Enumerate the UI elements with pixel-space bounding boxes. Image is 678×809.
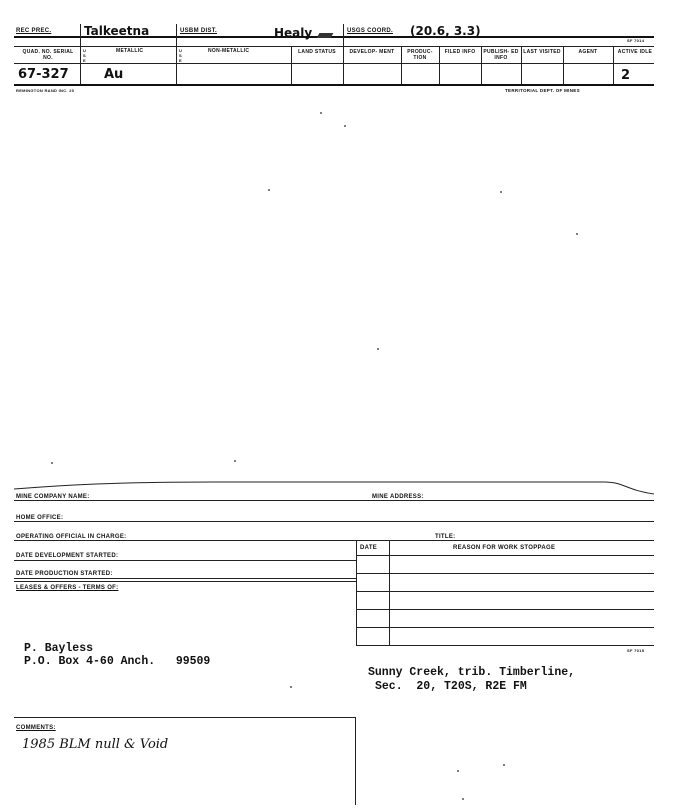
speck — [457, 770, 459, 772]
speck — [290, 686, 292, 688]
ink-smudge — [317, 33, 334, 38]
usgs-coord-label: USGS COORD. — [347, 28, 393, 34]
speck — [500, 191, 502, 193]
land-status-heading: LAND STATUS — [298, 49, 336, 55]
comments-value: 1985 BLM null & Void — [22, 737, 169, 752]
column-divider — [14, 63, 654, 64]
mine-address-label: MINE ADDRESS: — [372, 494, 424, 500]
date-development-label: DATE DEVELOPMENT STARTED: — [16, 553, 119, 559]
development-heading: DEVELOP- MENT — [349, 49, 395, 55]
filed-info-heading: FILED INFO — [444, 49, 476, 55]
mine-company-label: MINE COMPANY NAME: — [16, 494, 90, 500]
rec-prec-value: Talkeetna — [84, 24, 150, 38]
metallic-value: Au — [104, 67, 124, 82]
title-label: TITLE: — [435, 534, 456, 540]
date-production-label: DATE PRODUCTION STARTED: — [16, 571, 113, 577]
front-footer-left: REMINGTON RAND INC. 20 — [16, 88, 75, 93]
usbm-dist-value: Healy — [274, 26, 313, 40]
card-edge — [14, 476, 664, 500]
usgs-coord-value: (20.6, 3.3) — [410, 24, 481, 38]
metallic-heading: METALLIC — [116, 48, 144, 54]
speck — [234, 460, 236, 462]
speck — [344, 125, 346, 127]
date-column-heading: DATE — [360, 545, 378, 551]
location-line-1: Sunny Creek, trib. Timberline, — [368, 666, 576, 679]
form-number-back: SF 7015 — [627, 648, 645, 653]
speck — [268, 189, 270, 191]
speck — [503, 764, 505, 766]
leases-line-1: P. Bayless — [24, 642, 94, 655]
header-divider — [14, 46, 654, 47]
speck — [377, 348, 379, 350]
quad-serial-value: 67-327 — [18, 67, 69, 82]
location-line-2: Sec. 20, T20S, R2E FM — [375, 680, 527, 693]
non-metallic-heading: NON-METALLIC — [208, 48, 250, 54]
leases-offers-label: LEASES & OFFERS - TERMS OF: — [16, 585, 119, 591]
rec-prec-label: REC PREC. — [16, 28, 52, 34]
reason-column-heading: REASON FOR WORK STOPPAGE — [453, 545, 556, 551]
published-info-heading: PUBLISH- ED INFO — [483, 49, 519, 61]
speck — [462, 798, 464, 800]
last-visited-heading: LAST VISITED — [523, 49, 561, 55]
active-idle-value: 2 — [621, 68, 631, 83]
speck — [576, 233, 578, 235]
agent-heading: AGENT — [578, 49, 598, 55]
speck — [51, 462, 53, 464]
operating-official-label: OPERATING OFFICIAL IN CHARGE: — [16, 534, 127, 540]
usbm-dist-label: USBM DIST. — [180, 28, 218, 34]
form-number-front: SF 7014 — [627, 38, 645, 43]
bottom-rule — [14, 84, 654, 86]
home-office-label: HOME OFFICE: — [16, 515, 64, 521]
use-letters-nonmetallic: U S E — [179, 48, 183, 63]
production-heading: PRODUC- TION — [407, 49, 433, 61]
speck — [320, 112, 322, 114]
use-letters-metallic: U S E — [83, 48, 87, 63]
leases-line-2: P.O. Box 4-60 Anch. 99509 — [24, 655, 211, 668]
active-idle-heading: ACTIVE IDLE — [617, 49, 653, 55]
comments-label: COMMENTS: — [16, 725, 56, 731]
quad-serial-heading: QUAD. NO. SERIAL NO. — [22, 49, 74, 61]
front-footer-right: TERRITORIAL DEPT. OF MINES — [505, 88, 580, 93]
